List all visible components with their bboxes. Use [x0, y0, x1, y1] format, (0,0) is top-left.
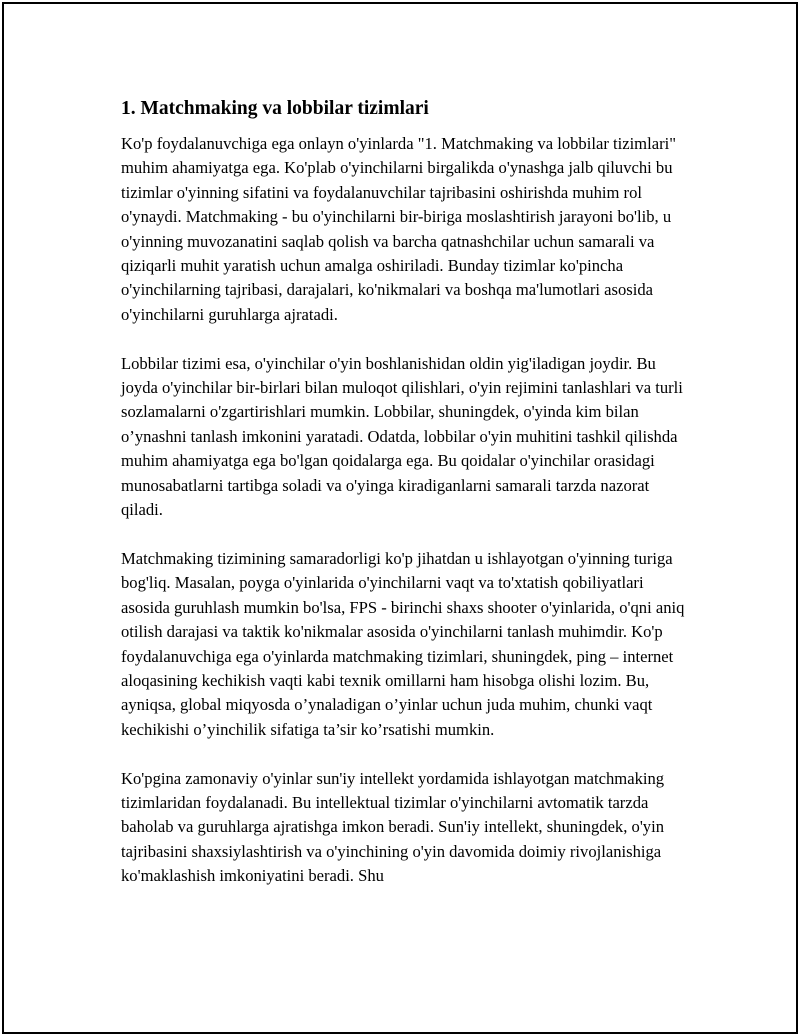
paragraph-lobby-system: Lobbilar tizimi esa, o'yinchilar o'yin boshlanishidan oldin yig'iladigan joydir. Bu joyda o'yinchilar bir-birlari bilan muloqot qilishlari, o'yin rejimini tanlashlari va turli sozlamalarni o'zgartirishlari mumkin. Lobbilar, shuningdek, o'yinda kim bilan o’ynashni tanlash imkonini yaratadi. Odatda, lobbilar o'yin muhitini tashkil qilishda muhim ahamiyatga ega bo'lgan qoidalarga ega. Bu qoidalar o'yinchilar orasidagi munosabatlarni tartibga soladi va o'yinga kiradiganlarni samarali tarzda nazorat qiladi. [121, 353, 683, 520]
paragraph-matchmaking-intro: Ko'p foydalanuvchiga ega onlayn o'yinlarda "1. Matchmaking va lobbilar tizimlari" muhim ahamiyatga ega. Ko'plab o'yinchilarni birgalikda o'ynashga jalb qiluvchi bu tizimlar o'yinning sifatini va foydalanuvchilar tajribasini oshirishda muhim rol o'ynaydi. Matchmaking - bu o'yinchilarni bir-biriga moslashtirish jarayoni bo'lib, u o'yinning muvozanatini saqlab qolish va barcha qatnashchilar uchun samarali va qiziqarli muhit yaratish uchun amalga oshiriladi. Bunday tizimlar ko'pincha o'yinchilarning tajribasi, darajalari, ko'nikmalari va boshqa ma'lumotlari asosida o'yinchilarni guruhlarga ajratadi. [121, 134, 676, 324]
paragraph-ai-matchmaking: Ko'pgina zamonaviy o'yinlar sun'iy intellekt yordamida ishlayotgan matchmaking tizimlaridan foydalanadi. Bu intellektual tizimlar o'yinchilarni avtomatik tarzda baholab va guruhlarga ajratishga imkon beradi. Sun'iy intellekt, shuningdek, o'yin tajribasini shaxsiylashtirish va o'yinchining o'yin davomida doimiy rivojlanishiga ko'maklashish imkoniyatini beradi. Shu [121, 768, 665, 886]
section-heading: 1. Matchmaking va lobbilar tizimlari [121, 98, 429, 119]
document-page [2, 2, 798, 1034]
paragraph-matchmaking-efficiency: Matchmaking tizimining samaradorligi ko'p jihatdan u ishlayotgan o'yinning turiga bog'liq. Masalan, poyga o'yinlarida o'yinchilarni vaqt va to'xtatish qobiliyatlari asosida guruhlash mumkin bo'lsa, FPS - birinchi shaxs shooter o'yinlarida, o'qni aniq otilish darajasi va taktik ko'nikmalar asosida o'yinchilarni tanlash muhimdir. Ko'p foydalanuvchiga ega o'yinlarda matchmaking tizimlari, shuningdek, ping – internet aloqasining kechikish vaqti kabi texnik omillarni ham hisobga olishi lozim. Bu, ayniqsa, global miqyosda o’ynaladigan o’yinlar uchun juda muhim, chunki vaqt kechikishi o’yinchilik sifatiga ta’sir ko’rsatishi mumkin. [121, 548, 685, 739]
document-body [121, 96, 693, 913]
